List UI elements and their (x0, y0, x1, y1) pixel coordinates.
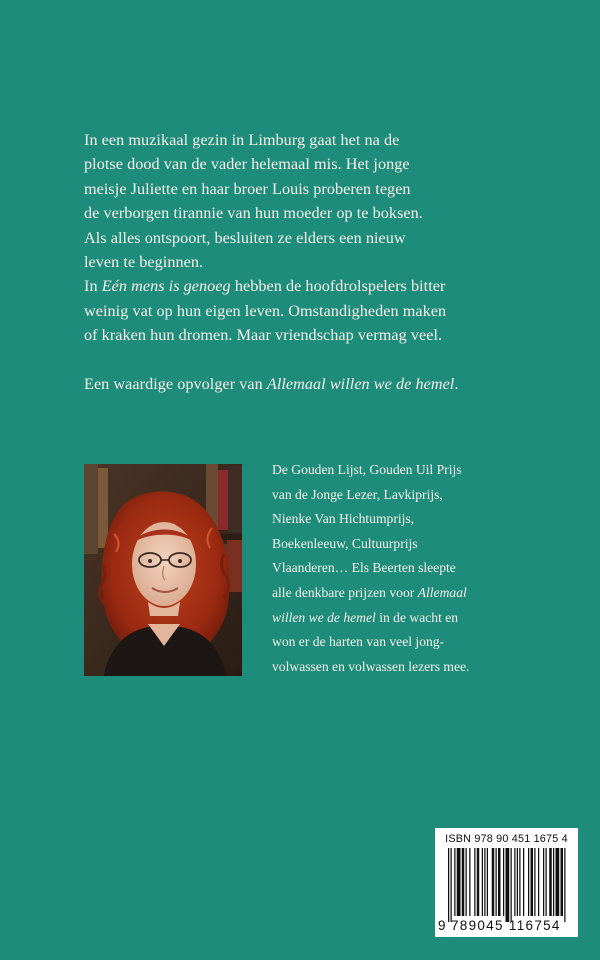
blurb-line: of kraken hun dromen. Maar vriendschap vermag veel. (84, 326, 443, 345)
paragraph-gap (84, 348, 524, 372)
book-title-een-mens: Eén mens is genoeg (101, 277, 231, 296)
blurb-line: de verborgen tirannie van hun moeder op te boksen. (84, 204, 423, 223)
author-portrait-image (84, 464, 242, 676)
barcode-first-digit: 9 (438, 918, 447, 933)
blurb-line: In een muzikaal gezin in Limburg gaat het na de (84, 131, 400, 149)
bio-line: van de Jonge Lezer, Lavkiprijs, (272, 486, 443, 502)
blurb-line: Als alles ontspoort, besluiten ze elders een nieuw (84, 228, 406, 247)
isbn-number: ISBN 978 90 451 1675 4 (445, 833, 568, 845)
isbn-barcode (435, 828, 578, 937)
bio-line: Nienke Van Hichtumprijs, (272, 511, 415, 527)
blurb-line: weinig vat op hun eigen leven. Omstandigheden maken (84, 301, 447, 320)
bio-book-title-part2: willen we de hemel (272, 609, 376, 625)
blurb-line: leven te beginnen. (84, 253, 204, 272)
bio-book-title-part1: Allemaal (417, 584, 467, 600)
bio-line: alle denkbare prijzen voor (272, 584, 418, 600)
bio-line: won er de harten van veel jong- (272, 634, 445, 650)
blurb-p2-prefix: In (84, 277, 102, 296)
blurb-p3-suffix: . (454, 374, 459, 393)
bio-line: volwassen en volwassen lezers mee. (272, 658, 470, 674)
blurb-p3-prefix: Een waardige opvolger van (84, 374, 267, 393)
bio-line: Boekenleeuw, Cultuurprijs (272, 535, 418, 551)
blurb-paragraph-3 (84, 372, 524, 396)
blurb-p2-rest: hebben de hoofdrolspelers bitter (230, 277, 446, 296)
bio-line: De Gouden Lijst, Gouden Uil Prijs (272, 462, 462, 477)
blurb-line: meisje Juliette en haar broer Louis proberen tegen (84, 179, 411, 198)
blurb-paragraph-1 (84, 128, 524, 274)
bio-paragraph (272, 458, 522, 679)
blurb-line: plotse dood van de vader helemaal mis. Het jonge (84, 155, 410, 174)
author-bio (272, 458, 522, 679)
bio-after-title: in de wacht en (375, 609, 459, 625)
barcode-remaining-digits: 789045 116754 (451, 918, 561, 933)
blurb-paragraph-2 (84, 274, 524, 347)
barcode-bars (435, 846, 578, 924)
book-title-allemaal: Allemaal willen we de hemel (266, 374, 455, 393)
author-photo (84, 464, 242, 676)
bio-line: Vlaanderen… Els Beerten sleepte (272, 560, 456, 576)
blurb-text (84, 128, 524, 396)
